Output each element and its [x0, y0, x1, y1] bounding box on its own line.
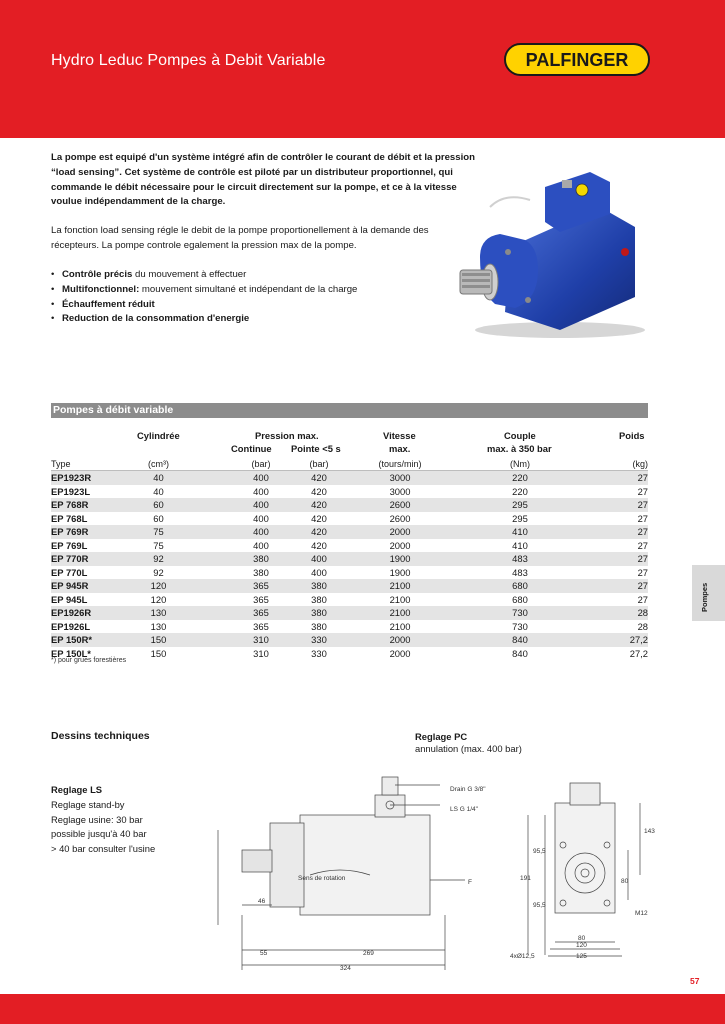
label-drain: Drain G 3/8"	[450, 786, 486, 793]
table-row	[51, 485, 648, 499]
unit-couple: (Nm)	[510, 459, 530, 469]
cell-pointe: 420	[311, 526, 327, 537]
cell-vitesse: 2000	[389, 647, 411, 659]
cell-vitesse: 2100	[389, 607, 411, 618]
cell-pointe: 420	[311, 512, 327, 524]
cell-couple: 730	[512, 607, 528, 618]
cell-couple: 295	[512, 512, 528, 524]
table-header	[51, 418, 648, 458]
table-row	[51, 579, 648, 593]
ls-settings	[51, 783, 155, 857]
cell-poids: 27	[637, 512, 648, 524]
ls-line: Reglage stand-by	[51, 798, 125, 810]
cell-type: EP1923L	[51, 485, 91, 497]
ls-line: > 40 bar consulter l'usine	[51, 843, 156, 855]
cell-vitesse: 1900	[389, 553, 411, 564]
dim-80-vertical: 80	[621, 878, 629, 885]
cell-vitesse: 2000	[389, 539, 411, 551]
cell-pointe: 380	[311, 607, 327, 618]
feature-item	[51, 298, 451, 313]
cell-vitesse: 2600	[389, 499, 411, 510]
cell-continue: 380	[253, 553, 269, 564]
table-row	[51, 606, 648, 620]
cell-pointe: 420	[311, 472, 327, 483]
cell-poids: 27,2	[629, 634, 648, 645]
brand-text: PALFINGER	[525, 50, 629, 70]
cell-continue: 365	[253, 593, 269, 605]
dim-80: 80	[578, 935, 586, 942]
cell-type: EP1926L	[51, 620, 91, 632]
cell-couple: 220	[512, 485, 528, 497]
cell-vitesse: 2100	[389, 593, 411, 605]
section-tab	[692, 565, 725, 621]
dim-120: 120	[576, 942, 587, 949]
cell-pointe: 420	[311, 539, 327, 551]
cell-pointe: 420	[311, 499, 327, 510]
cell-cylindree: 60	[153, 512, 164, 524]
cell-type: EP1926R	[51, 607, 92, 618]
cell-cylindree: 120	[150, 593, 167, 605]
dim-143: 143	[644, 828, 655, 835]
cell-type: EP 769R	[51, 526, 89, 537]
cell-cylindree: 92	[153, 553, 164, 564]
ls-title: Reglage LS	[51, 784, 103, 795]
dim-191: 191	[520, 875, 531, 882]
feature-item	[51, 283, 451, 298]
pc-subtitle: annulation (max. 400 bar)	[415, 743, 522, 754]
feature-item	[51, 312, 451, 327]
cell-continue: 365	[253, 607, 269, 618]
cell-cylindree: 60	[153, 499, 164, 510]
cell-type: EP1923R	[51, 472, 92, 483]
intro-bold-paragraph: La pompe est equipé d'un système intégré afin de contrôler le courant de débit et la pression “load sensing”. Cet système de contrôle est piloté par un distributeur proportionnel, qui commande le débit nécessaire pour le circuit directement sur la pompe, et ce à la vitesse voulue indépendamment de la charge.	[51, 152, 475, 208]
dim-4x: 4xØ12,5	[510, 953, 535, 960]
unit-vitesse: (tours/min)	[378, 459, 422, 469]
feature-list	[51, 268, 451, 327]
table-row	[51, 512, 648, 526]
cell-type: EP 150L*	[51, 647, 91, 659]
section-tab-label: Pompes	[700, 582, 709, 612]
cell-cylindree: 40	[153, 472, 164, 483]
cell-type: EP 150R*	[51, 634, 93, 645]
cell-continue: 310	[253, 647, 269, 659]
cell-vitesse: 2100	[389, 620, 411, 632]
unit-poids: (kg)	[632, 459, 648, 469]
page-title: Hydro Leduc Pompes à Debit Variable	[51, 52, 326, 69]
label-f: F	[468, 879, 472, 886]
cell-cylindree: 150	[150, 647, 167, 659]
table-row	[51, 498, 648, 512]
cell-continue: 400	[253, 526, 269, 537]
dim-95-top: 95,5	[533, 848, 546, 855]
cell-couple: 410	[512, 526, 528, 537]
table-row	[51, 647, 648, 661]
feature-text: mouvement simultané et indépendant de la charge	[139, 283, 358, 295]
hdr-cylindree: Cylindrée	[137, 430, 180, 441]
cell-continue: 400	[253, 499, 269, 510]
footer-band	[0, 994, 725, 1024]
feature-bold: Contrôle précis	[62, 269, 133, 280]
cell-poids: 27	[637, 539, 648, 551]
table-footnote: *) pour grues forestières	[51, 657, 127, 664]
pump-photo	[450, 152, 655, 342]
unit-pointe: (bar)	[309, 459, 329, 469]
table-title: Pompes à débit variable	[51, 403, 648, 418]
cell-vitesse: 2000	[389, 634, 411, 645]
cell-poids: 27	[637, 499, 648, 510]
cell-cylindree: 75	[153, 526, 164, 537]
dim-46: 46	[258, 898, 266, 905]
cell-type: EP 770R	[51, 553, 89, 564]
cell-vitesse: 2100	[389, 580, 411, 591]
feature-item	[51, 268, 451, 283]
ls-line: possible jusqu'à 40 bar	[51, 828, 147, 840]
hdr-pointe: Pointe <5 s	[291, 443, 341, 454]
table-row	[51, 471, 648, 485]
hdr-couple: Couple	[504, 430, 536, 441]
cell-continue: 310	[253, 634, 269, 645]
cell-couple: 840	[512, 647, 528, 659]
cell-type: EP 769L	[51, 539, 88, 551]
cell-cylindree: 40	[153, 485, 164, 497]
dim-55: 55	[260, 950, 268, 957]
table-row	[51, 620, 648, 634]
feature-bold: Multifonctionnel:	[62, 283, 140, 295]
cell-couple: 483	[512, 566, 528, 578]
dim-269: 269	[363, 950, 374, 957]
cell-couple: 840	[512, 634, 528, 645]
pump-table	[51, 403, 648, 660]
table-row	[51, 525, 648, 539]
cell-poids: 28	[637, 620, 648, 632]
cell-continue: 400	[253, 485, 269, 497]
cell-cylindree: 150	[150, 634, 167, 645]
hdr-continue: Continue	[231, 443, 272, 454]
label-ls: LS G 1/4"	[450, 806, 478, 813]
hdr-poids: Poids	[619, 430, 645, 441]
cell-vitesse: 3000	[389, 485, 411, 497]
drawings-title: Dessins techniques	[51, 730, 150, 742]
cell-continue: 365	[253, 580, 269, 591]
cell-continue: 365	[253, 620, 269, 632]
cell-poids: 27	[637, 485, 648, 497]
page-number: 57	[690, 976, 700, 986]
pc-title: Reglage PC	[415, 731, 468, 742]
cell-pointe: 380	[311, 593, 327, 605]
feature-bold: Échauffement réduit	[62, 298, 155, 310]
technical-drawing	[210, 765, 660, 980]
table-units-row	[51, 458, 648, 471]
unit-continue: (bar)	[251, 459, 271, 469]
hdr-vitesse-max: max.	[389, 443, 411, 454]
cell-continue: 400	[253, 472, 269, 483]
cell-pointe: 420	[311, 485, 327, 497]
table-row	[51, 539, 648, 553]
cell-cylindree: 130	[150, 620, 167, 632]
cell-couple: 220	[512, 472, 528, 483]
intro-paragraph: La fonction load sensing régle le debit de la pompe proportionellement à la demande des récepteurs. La pompe controle egalement la pression max de la pompe.	[51, 225, 429, 251]
cell-poids: 27	[637, 472, 648, 483]
cell-couple: 483	[512, 553, 528, 564]
cell-cylindree: 75	[153, 539, 164, 551]
cell-type: EP 768L	[51, 512, 88, 524]
cell-cylindree: 130	[150, 607, 167, 618]
dim-324: 324	[340, 965, 351, 972]
feature-bold: Reduction de la consommation d'energie	[62, 313, 250, 325]
unit-cyl: (cm³)	[148, 459, 169, 469]
cell-vitesse: 1900	[389, 566, 411, 578]
cell-poids: 27	[637, 580, 648, 591]
cell-continue: 380	[253, 566, 269, 578]
cell-type: EP 768R	[51, 499, 89, 510]
table-row	[51, 552, 648, 566]
cell-pointe: 400	[311, 566, 327, 578]
cell-poids: 27,2	[629, 647, 648, 659]
cell-couple: 680	[512, 593, 528, 605]
cell-cylindree: 120	[150, 580, 167, 591]
cell-type: EP 945L	[51, 593, 88, 605]
cell-pointe: 380	[311, 620, 327, 632]
hdr-pression: Pression max.	[255, 430, 319, 441]
unit-type: Type	[51, 459, 71, 469]
palfinger-logo	[504, 43, 650, 76]
cell-cylindree: 92	[153, 566, 164, 578]
cell-poids: 27	[637, 593, 648, 605]
ls-line: Reglage usine: 30 bar	[51, 813, 143, 825]
cell-continue: 400	[253, 539, 269, 551]
hdr-couple-max: max. à 350 bar	[487, 443, 552, 454]
cell-poids: 27	[637, 553, 648, 564]
cell-pointe: 400	[311, 553, 327, 564]
hdr-vitesse: Vitesse	[383, 430, 416, 441]
cell-vitesse: 3000	[389, 472, 411, 483]
table-row	[51, 593, 648, 607]
cell-type: EP 945R	[51, 580, 89, 591]
cell-poids: 27	[637, 526, 648, 537]
cell-couple: 410	[512, 539, 528, 551]
dim-95-bottom: 95,5	[533, 902, 546, 909]
cell-vitesse: 2000	[389, 526, 411, 537]
cell-pointe: 330	[311, 647, 327, 659]
table-row	[51, 566, 648, 580]
label-sens: Sens de rotation	[298, 875, 346, 882]
cell-poids: 27	[637, 566, 648, 578]
dim-125: 125	[576, 953, 587, 960]
cell-continue: 400	[253, 512, 269, 524]
feature-text: du mouvement à effectuer	[132, 269, 247, 280]
cell-type: EP 770L	[51, 566, 88, 578]
cell-poids: 28	[637, 607, 648, 618]
cell-pointe: 330	[311, 634, 327, 645]
cell-vitesse: 2600	[389, 512, 411, 524]
label-m12: M12	[635, 910, 648, 917]
table-row	[51, 633, 648, 647]
cell-pointe: 380	[311, 580, 327, 591]
cell-couple: 680	[512, 580, 528, 591]
cell-couple: 730	[512, 620, 528, 632]
cell-couple: 295	[512, 499, 528, 510]
